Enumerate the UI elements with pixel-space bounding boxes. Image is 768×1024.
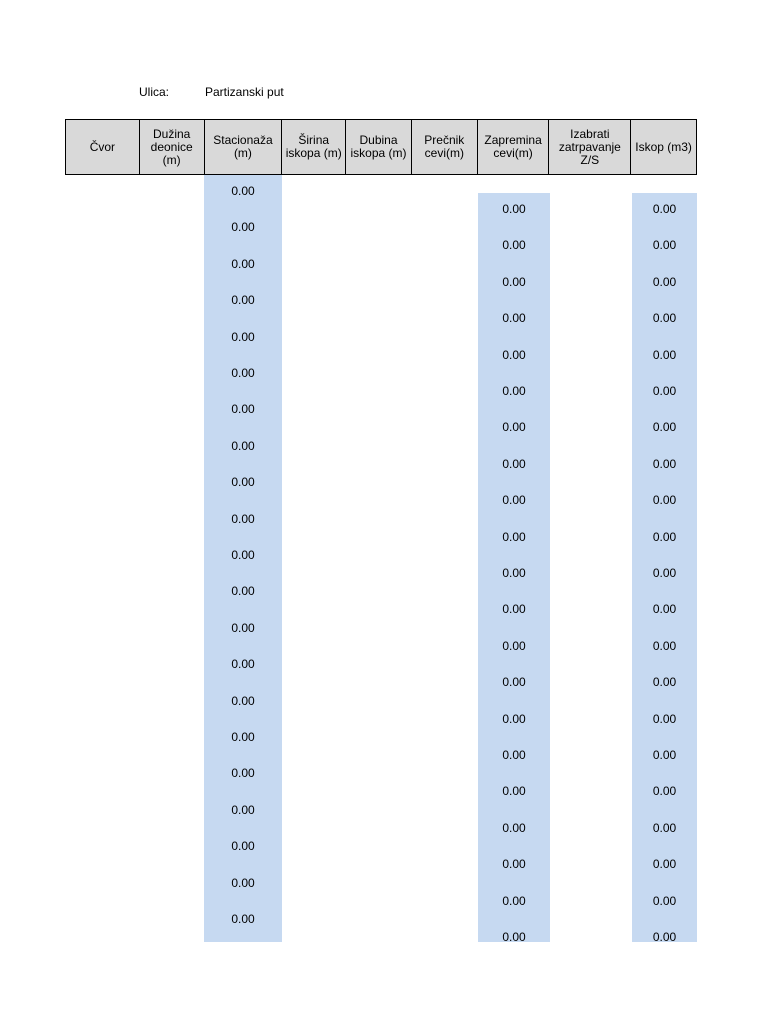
table-cell: 0.00: [231, 912, 255, 926]
table-cell: 0.00: [652, 202, 677, 216]
table-cell: 0.00: [652, 238, 677, 253]
table-cell: 0.00: [231, 875, 255, 890]
table-cell: 0.00: [231, 620, 255, 635]
header-cell: Prečnik cevi(m): [412, 120, 478, 174]
table-cell: 0.00: [502, 675, 526, 690]
table-cell: 0.00: [652, 711, 677, 726]
table-cell: 0.00: [231, 329, 255, 344]
table-cell: 0.00: [652, 529, 677, 544]
table-cell: 0.00: [231, 657, 255, 672]
table-cell: 0.00: [231, 366, 255, 380]
table-cell: 0.00: [231, 184, 255, 198]
street-label: Ulica:: [139, 85, 170, 99]
header-cell: Zapremina cevi(m): [478, 120, 550, 174]
header-cell: Stacionaža (m): [205, 120, 283, 174]
table-cell: 0.00: [231, 766, 255, 781]
table-cell: 0.00: [652, 347, 677, 362]
table-cell: 0.00: [502, 784, 526, 799]
table-cell: 0.00: [231, 511, 255, 526]
table-cell: 0.00: [652, 893, 677, 908]
header-cell: Iskop (m3): [635, 139, 692, 154]
table-cell: 0.00: [502, 638, 526, 653]
table-cell: 0.00: [652, 748, 677, 762]
table-cell: 0.00: [231, 256, 255, 271]
table-cell: 0.00: [502, 420, 526, 435]
table-cell: 0.00: [502, 748, 526, 762]
table-cell: 0.00: [652, 820, 677, 835]
table-cell: 0.00: [502, 311, 526, 326]
table-cell: 0.00: [231, 584, 255, 599]
table-cell: 0.00: [231, 293, 255, 308]
table-cell: 0.00: [502, 384, 526, 398]
header-cell: Širina iskopa (m): [282, 120, 346, 174]
table-cell: 0.00: [231, 693, 255, 708]
table-cell: 0.00: [231, 438, 255, 453]
table-cell: 0.00: [231, 730, 255, 744]
table-cell: 0.00: [502, 930, 526, 942]
table-cell: 0.00: [502, 820, 526, 835]
table-cell: 0.00: [502, 456, 526, 471]
table-cell: 0.00: [231, 475, 255, 490]
table-cell: 0.00: [231, 402, 255, 417]
table-cell: 0.00: [652, 493, 677, 508]
table-cell: 0.00: [652, 602, 677, 617]
table-cell: 0.00: [502, 857, 526, 872]
table-cell: 0.00: [502, 711, 526, 726]
header-cell: Dubina iskopa (m): [346, 120, 412, 174]
table-cell: 0.00: [502, 893, 526, 908]
street-value: Partizanski put: [205, 85, 284, 99]
header-cell: Dužina deonice (m): [140, 120, 205, 174]
table-cell: 0.00: [652, 857, 677, 872]
table-cell: 0.00: [231, 839, 255, 854]
table-cell: 0.00: [652, 420, 677, 435]
table-cell: 0.00: [231, 802, 255, 817]
table-cell: 0.00: [231, 220, 255, 235]
table-cell: 0.00: [652, 456, 677, 471]
table-cell: 0.00: [652, 274, 677, 289]
table-cell: 0.00: [502, 274, 526, 289]
table-cell: 0.00: [652, 784, 677, 799]
table-cell: 0.00: [502, 566, 526, 580]
table-cell: 0.00: [502, 238, 526, 253]
table-cell: 0.00: [502, 529, 526, 544]
table-cell: 0.00: [652, 675, 677, 690]
table-cell: 0.00: [652, 930, 677, 942]
table-cell: 0.00: [652, 311, 677, 326]
table-cell: 0.00: [652, 566, 677, 580]
table-cell: 0.00: [502, 493, 526, 508]
header-cell: Izabrati zatrpavanje Z/S: [549, 120, 631, 174]
table-cell: 0.00: [502, 202, 526, 216]
table-cell: 0.00: [502, 602, 526, 617]
table-header: [65, 119, 697, 175]
table-cell: 0.00: [652, 638, 677, 653]
table-cell: 0.00: [652, 384, 677, 398]
table-cell: 0.00: [231, 548, 255, 562]
header-cell: Čvor: [66, 120, 140, 174]
table-cell: 0.00: [502, 347, 526, 362]
